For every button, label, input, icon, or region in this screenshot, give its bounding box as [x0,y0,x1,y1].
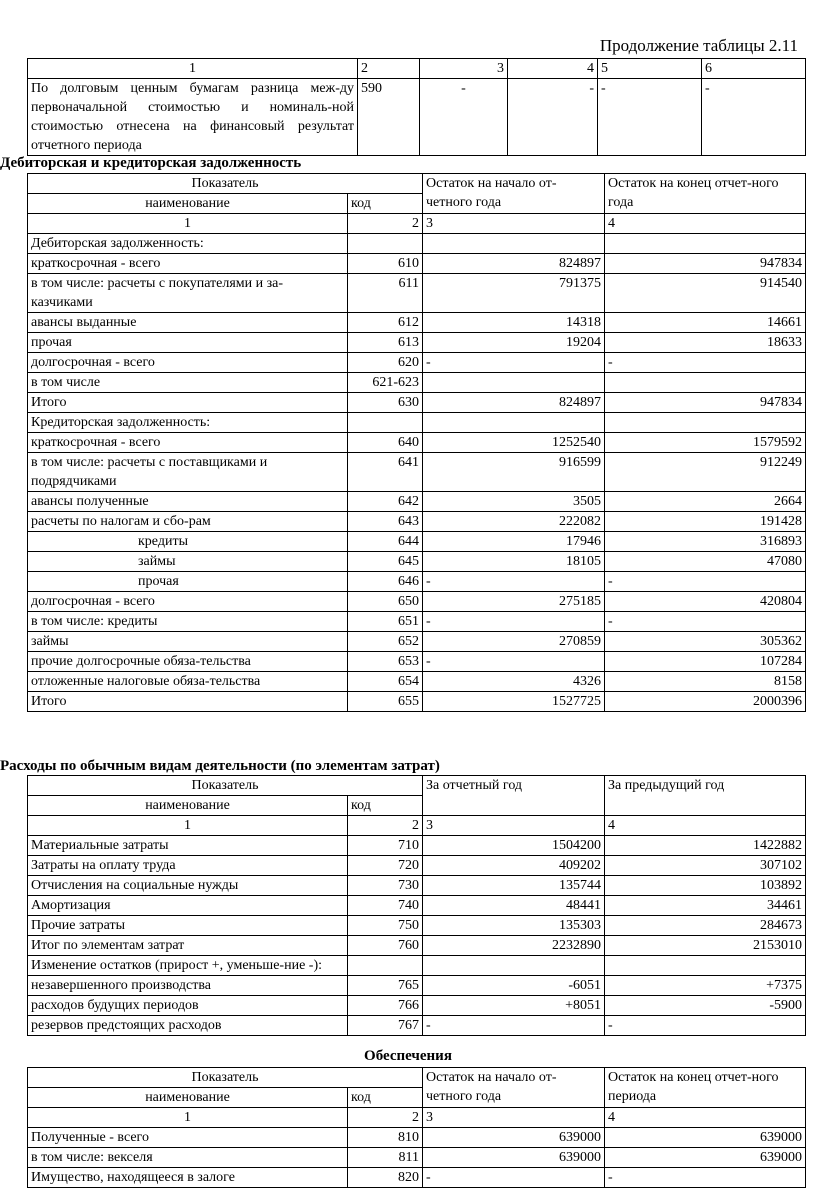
row-value [423,234,605,254]
table-row [28,936,806,956]
section-title-receivables: Дебиторская и кредиторская задолженность [0,155,302,171]
table-row [28,1168,806,1188]
header-name: наименование [28,796,348,816]
row-value: - [423,612,605,632]
table-row [28,353,806,373]
table-row [28,976,806,996]
col-number: 4 [605,1108,806,1128]
col-number: 2 [348,1108,423,1128]
table-row [28,996,806,1016]
header-name: наименование [28,1088,348,1108]
row-value: 316893 [605,532,806,552]
col-number: 4 [605,816,806,836]
header-code: код [348,796,423,816]
row-value: 1252540 [423,433,605,453]
row-code: 650 [348,592,423,612]
row-name: краткосрочная - всего [28,433,348,453]
row-code: 653 [348,652,423,672]
header-col3: Остаток на начало от-четного года [423,1068,605,1108]
row-value: 47080 [605,552,806,572]
table-row [28,313,806,333]
row-code: 767 [348,1016,423,1036]
row-name: в том числе: векселя [28,1148,348,1168]
table-row [28,632,806,652]
table-row [28,79,806,156]
table-row [28,453,806,492]
row-name: Кредиторская задолженность: [28,413,348,433]
header-indicator: Показатель [28,776,423,796]
table-row [28,612,806,632]
row-value: - [605,572,806,592]
row-code [348,956,423,976]
row-code: 720 [348,856,423,876]
row-value: 8158 [605,672,806,692]
col-number: 3 [423,214,605,234]
row-code: 612 [348,313,423,333]
row-code: 621-623 [348,373,423,393]
table-receivables-payables [27,173,806,712]
table-row [28,393,806,413]
col-number: 1 [28,816,348,836]
row-value: 135744 [423,876,605,896]
row-value: 284673 [605,916,806,936]
table-row [28,433,806,453]
table-row [28,552,806,572]
row-value: 14661 [605,313,806,333]
row-value: 1504200 [423,836,605,856]
col-number: 1 [28,59,358,79]
table-row [28,836,806,856]
row-value: 2000396 [605,692,806,712]
row-code: 765 [348,976,423,996]
row-code: 643 [348,512,423,532]
row-code: 766 [348,996,423,1016]
row-code: 620 [348,353,423,373]
row-name: Полученные - всего [28,1128,348,1148]
row-code: 644 [348,532,423,552]
row-value: 947834 [605,254,806,274]
table-row [28,592,806,612]
table-row [28,1016,806,1036]
row-value: - [605,1168,806,1188]
row-code [348,234,423,254]
header-indicator: Показатель [28,1068,423,1088]
row-code: 655 [348,692,423,712]
header-indicator: Показатель [28,174,423,194]
row-value: +8051 [423,996,605,1016]
row-value: 2232890 [423,936,605,956]
table-row [28,1128,806,1148]
table-row [28,532,806,552]
row-name: займы [28,552,348,572]
row-value: +7375 [605,976,806,996]
table-row [28,856,806,876]
table-row [28,1148,806,1168]
header-code: код [348,194,423,214]
row-name: Отчисления на социальные нужды [28,876,348,896]
row-code: 613 [348,333,423,353]
table-row [28,512,806,532]
row-value [423,373,605,393]
row-name: прочая [28,333,348,353]
row-value: - [605,1016,806,1036]
row-name: Амортизация [28,896,348,916]
column-number-row [28,816,806,836]
row-code: 641 [348,453,423,492]
row-value: 912249 [605,453,806,492]
header-code: код [348,1088,423,1108]
row-value: 639000 [423,1128,605,1148]
row-name: Итого [28,393,348,413]
col-number: 5 [598,59,702,79]
row-value [423,956,605,976]
row-value: 18633 [605,333,806,353]
row-value: 275185 [423,592,605,612]
row-value: 639000 [605,1148,806,1168]
row-code: 590 [358,79,420,156]
row-value: - [420,79,508,156]
row-value [423,413,605,433]
row-value: 14318 [423,313,605,333]
row-value: 103892 [605,876,806,896]
table-row [28,333,806,353]
column-number-row [28,214,806,234]
header-col4: Остаток на конец отчет-ного года [605,174,806,214]
section-title-expenses: Расходы по обычным видам деятельности (по элементам затрат) [0,758,440,774]
section-title-collateral: Обеспечения [364,1048,452,1064]
row-value: 791375 [423,274,605,313]
row-code: 750 [348,916,423,936]
row-code: 730 [348,876,423,896]
header-name: наименование [28,194,348,214]
row-name: По долговым ценным бумагам разница меж-ду первоначальной стоимостью и номиналь-ной стоимостью отнесена на финансовый результат отчетного периода [28,79,358,156]
column-number-row [28,59,806,79]
row-code: 640 [348,433,423,453]
table-row [28,492,806,512]
row-name: Изменение остатков (прирост +, уменьше-ние -): [28,956,348,976]
row-name: отложенные налоговые обяза-тельства [28,672,348,692]
col-number: 4 [508,59,598,79]
row-value: 1579592 [605,433,806,453]
table-row [28,672,806,692]
row-code: 654 [348,672,423,692]
row-name: долгосрочная - всего [28,592,348,612]
row-name: Имущество, находящееся в залоге [28,1168,348,1188]
header-col3: Остаток на начало от-четного года [423,174,605,214]
row-code: 642 [348,492,423,512]
col-number: 3 [423,816,605,836]
row-value: 305362 [605,632,806,652]
row-value: 824897 [423,254,605,274]
table-row [28,876,806,896]
col-number: 1 [28,214,348,234]
row-value [605,373,806,393]
row-code: 610 [348,254,423,274]
row-value: - [423,353,605,373]
row-name: прочие долгосрочные обяза-тельства [28,652,348,672]
row-value: 2153010 [605,936,806,956]
row-name: Затраты на оплату труда [28,856,348,876]
row-name: краткосрочная - всего [28,254,348,274]
row-name: авансы выданные [28,313,348,333]
row-value: 222082 [423,512,605,532]
table-row [28,413,806,433]
row-value: 19204 [423,333,605,353]
row-code: 710 [348,836,423,856]
row-code: 760 [348,936,423,956]
col-number: 2 [348,214,423,234]
row-value: -6051 [423,976,605,996]
row-value: 191428 [605,512,806,532]
row-value: 307102 [605,856,806,876]
row-name: Прочие затраты [28,916,348,936]
row-name: Дебиторская задолженность: [28,234,348,254]
row-value: 1527725 [423,692,605,712]
row-value: 1422882 [605,836,806,856]
row-name: Материальные затраты [28,836,348,856]
row-name: займы [28,632,348,652]
row-value: 34461 [605,896,806,916]
row-value: - [702,79,806,156]
row-value: 914540 [605,274,806,313]
col-number: 4 [605,214,806,234]
row-name: незавершенного производства [28,976,348,996]
row-value: 639000 [423,1148,605,1168]
header-col4: Остаток на конец отчет-ного периода [605,1068,806,1108]
row-code: 811 [348,1148,423,1168]
row-name: в том числе: расчеты с покупателями и за-казчиками [28,274,348,313]
col-number: 2 [348,816,423,836]
row-value [605,413,806,433]
row-value: - [423,1016,605,1036]
row-value: 18105 [423,552,605,572]
column-number-row [28,1108,806,1128]
col-number: 2 [358,59,420,79]
row-code: 740 [348,896,423,916]
table-row [28,956,806,976]
row-value: 270859 [423,632,605,652]
row-name: расчеты по налогам и сбо-рам [28,512,348,532]
table-collateral [27,1067,806,1188]
table-row [28,896,806,916]
row-name: Итог по элементам затрат [28,936,348,956]
row-value: 916599 [423,453,605,492]
table-row [28,234,806,254]
row-name: прочая [28,572,348,592]
row-value: 48441 [423,896,605,916]
row-code: 810 [348,1128,423,1148]
table-row [28,274,806,313]
row-code: 630 [348,393,423,413]
table-row [28,254,806,274]
table-row [28,373,806,393]
header-col3: За отчетный год [423,776,605,816]
header-row [28,776,806,796]
row-value: - [605,353,806,373]
header-row [28,1068,806,1088]
header-col4: За предыдущий год [605,776,806,816]
row-value: - [423,572,605,592]
table-row [28,652,806,672]
col-number: 3 [423,1108,605,1128]
row-name: Итого [28,692,348,712]
row-value: - [423,1168,605,1188]
row-code: 611 [348,274,423,313]
row-value: 409202 [423,856,605,876]
row-value: 135303 [423,916,605,936]
row-value: - [605,612,806,632]
col-number: 6 [702,59,806,79]
row-value: - [598,79,702,156]
table-expenses [27,775,806,1036]
table-caption: Продолжение таблицы 2.11 [599,36,798,55]
row-value: 3505 [423,492,605,512]
row-code: 645 [348,552,423,572]
row-value: 639000 [605,1128,806,1148]
row-value [605,234,806,254]
row-code: 646 [348,572,423,592]
row-name: расходов будущих периодов [28,996,348,1016]
row-code [348,413,423,433]
row-code: 651 [348,612,423,632]
row-value: 2664 [605,492,806,512]
row-code: 820 [348,1168,423,1188]
row-value: 17946 [423,532,605,552]
table-row [28,692,806,712]
row-name: авансы полученные [28,492,348,512]
row-value: 824897 [423,393,605,413]
row-name: кредиты [28,532,348,552]
row-value [605,956,806,976]
header-row [28,174,806,194]
col-number: 3 [420,59,508,79]
row-value: - [423,652,605,672]
row-name: в том числе: расчеты с поставщиками и подрядчиками [28,453,348,492]
row-value: 4326 [423,672,605,692]
row-value: 420804 [605,592,806,612]
row-name: в том числе [28,373,348,393]
row-value: 947834 [605,393,806,413]
table-row [28,916,806,936]
row-code: 652 [348,632,423,652]
row-name: в том числе: кредиты [28,612,348,632]
row-value: -5900 [605,996,806,1016]
row-value: - [508,79,598,156]
row-name: резервов предстоящих расходов [28,1016,348,1036]
row-value: 107284 [605,652,806,672]
col-number: 1 [28,1108,348,1128]
table-continuation [27,58,806,156]
row-name: долгосрочная - всего [28,353,348,373]
table-row [28,572,806,592]
